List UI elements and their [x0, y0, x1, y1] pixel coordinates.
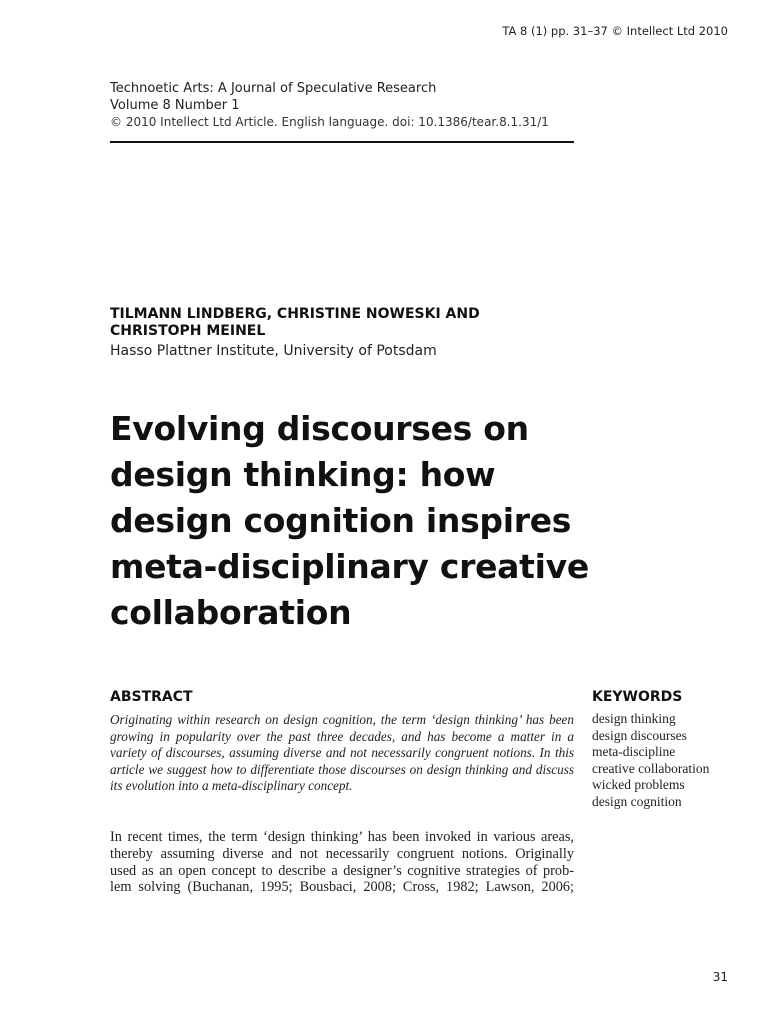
keyword-item: creative collaboration [592, 760, 710, 776]
title-line: meta-disciplinary creative [110, 547, 589, 586]
body-line: lem solving (Buchanan, 1995; Bousbaci, 2008; Cross, 1982; Lawson, 2006; [110, 879, 574, 896]
title-line: collaboration [110, 593, 352, 632]
keyword-item: meta-discipline [592, 744, 676, 759]
keywords-list [592, 711, 709, 810]
journal-info [110, 80, 574, 131]
journal-doi: © 2010 Intellect Ltd Article. English language. doi: 10.1386/tear.8.1.31/1 [110, 115, 549, 129]
title-line: design cognition inspires [110, 501, 572, 540]
keywords-heading: KEYWORDS [592, 689, 683, 705]
journal-title: Technoetic Arts: A Journal of Speculative Research [110, 81, 437, 96]
header-rule [110, 141, 574, 143]
body-line: thereby assuming diverse and not necessarily congruent notions. Originally [110, 845, 574, 862]
authors-line-2: CHRISTOPH MEINEL [110, 323, 266, 339]
affiliation: Hasso Plattner Institute, University of Potsdam [110, 343, 437, 359]
body-line: used as an open concept to describe a designer’s cognitive strategies of prob- [110, 862, 574, 879]
page-number: 31 [712, 970, 728, 984]
keyword-item: design thinking [592, 711, 676, 726]
authors [110, 306, 574, 340]
abstract-text: Originating within research on design cognition, the term ‘design thinking’ has been growing in popularity over the past three decades, and has become a matter in a variety of discourses, assuming diverse and not necessarily congruent notions. In this article we suggest how to differentiate those discourses on design thinking and discuss its evolution into a meta-disciplinary concept. [110, 712, 574, 793]
abstract-heading: ABSTRACT [110, 689, 193, 705]
authors-line-1: TILMANN LINDBERG, CHRISTINE NOWESKI AND [110, 306, 480, 322]
running-head: TA 8 (1) pp. 31–37 © Intellect Ltd 2010 [502, 24, 728, 38]
keyword-item: design discourses [592, 727, 687, 743]
journal-volume: Volume 8 Number 1 [110, 98, 240, 113]
body-line: In recent times, the term ‘design thinking’ has been invoked in various areas, [110, 829, 574, 845]
keyword-item: design cognition [592, 793, 682, 809]
title-line: Evolving discourses on [110, 409, 529, 448]
keyword-item: wicked problems [592, 777, 685, 792]
body-text [110, 829, 574, 896]
article-title [110, 406, 590, 636]
title-line: design thinking: how [110, 455, 496, 494]
